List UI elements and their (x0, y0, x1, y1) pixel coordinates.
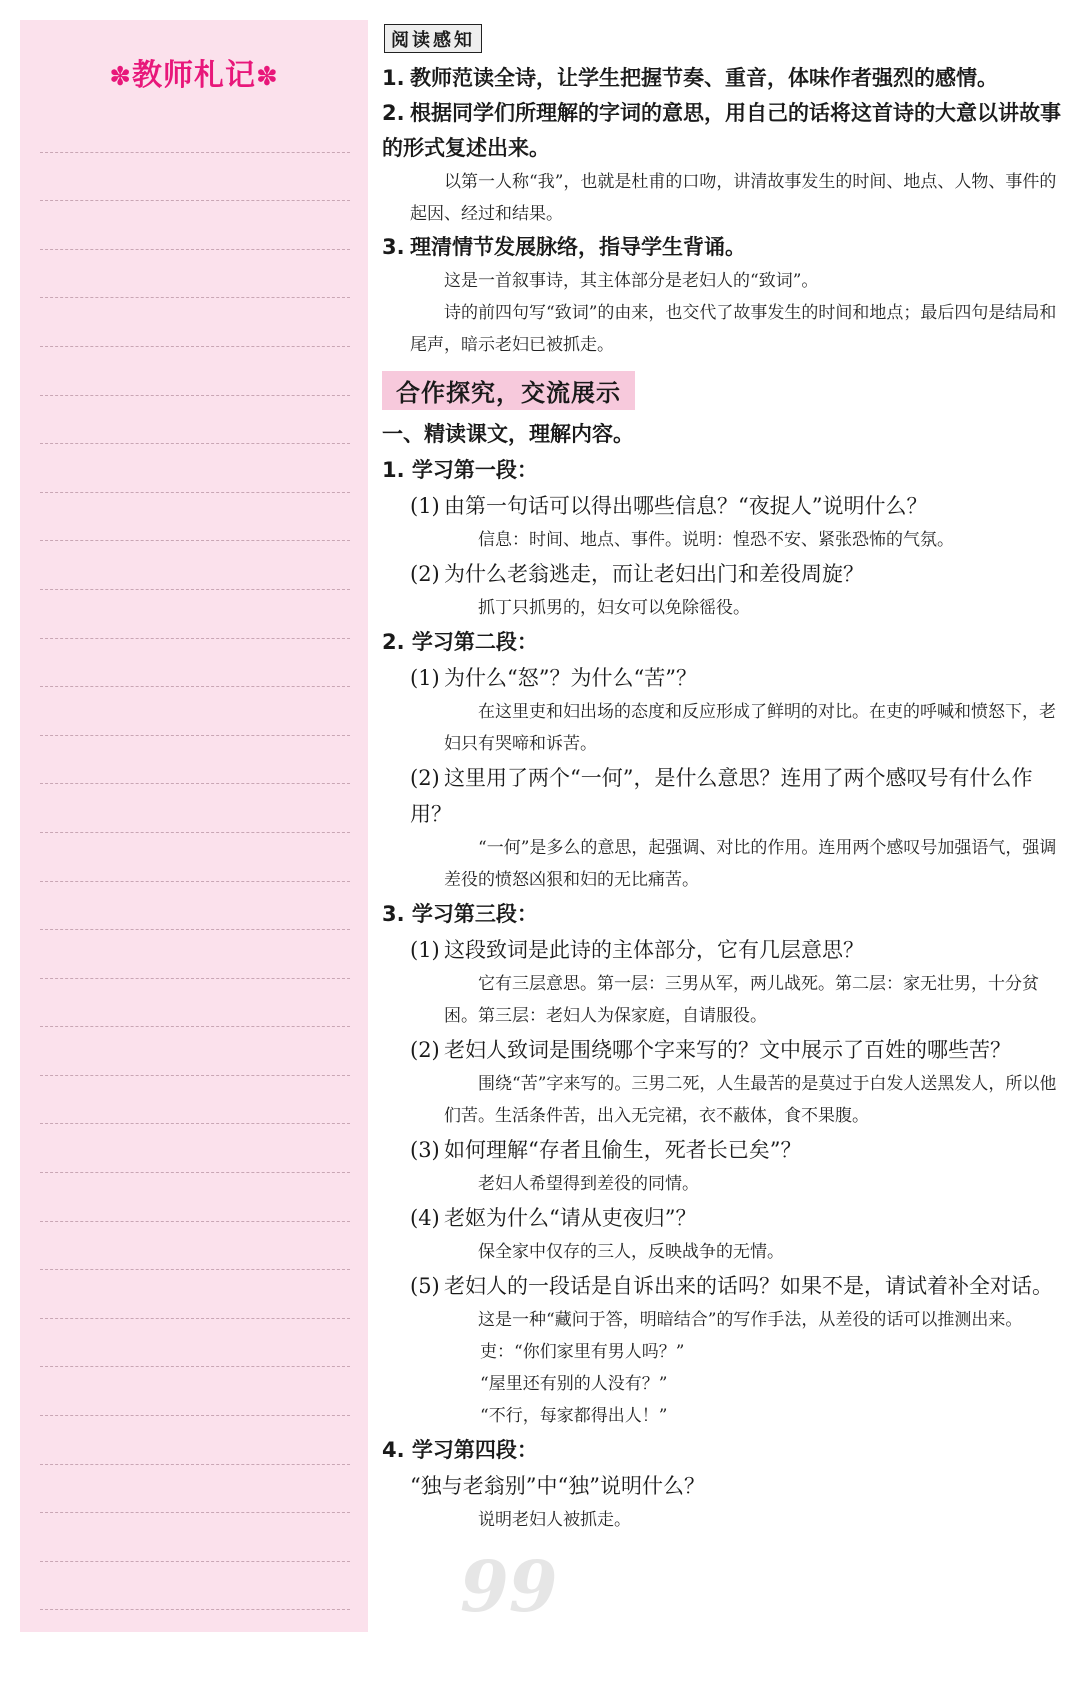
reading-item-number: 1. (382, 66, 405, 90)
question (382, 556, 1062, 592)
answer-text: 它有三层意思。第一层：三男从军，两儿战死。第二层：家无壮男，十分贫困。第三层：老妇人为保家庭，自请服役。 (444, 974, 1039, 1026)
answer-text: 老妇人希望得到差役的同情。 (478, 1174, 699, 1194)
flower-icon: ✽ (109, 62, 132, 92)
note-line (40, 1319, 350, 1368)
note-line (40, 1416, 350, 1465)
flower-icon: ✽ (256, 62, 279, 92)
reading-item-text: 教师范读全诗，让学生把握节奏、重音，体味作者强烈的感情。 (410, 66, 998, 90)
question-number: (2) (410, 766, 440, 790)
teacher-notes-panel (20, 20, 368, 1632)
question-text: 为什么“怒”？为什么“苦”？ (444, 666, 697, 690)
main-content (382, 24, 1062, 1536)
question (382, 932, 1062, 968)
question-text: “独与老翁别”中“独”说明什么？ (410, 1474, 705, 1498)
note-line (40, 201, 350, 250)
reading-item-text: 理清情节发展脉络，指导学生背诵。 (410, 235, 746, 259)
study-section-number: 3. (382, 902, 405, 926)
note-line (40, 979, 350, 1028)
question-number: (2) (410, 562, 440, 586)
note-line (40, 1367, 350, 1416)
note-line (40, 396, 350, 445)
question-text: 老妇人致词是围绕哪个字来写的？文中展示了百姓的哪些苦？ (444, 1038, 1011, 1062)
note-line (40, 590, 350, 639)
note-line (40, 736, 350, 785)
question-text: 为什么老翁逃走，而让老妇出门和差役周旋？ (444, 562, 864, 586)
note-line (40, 104, 350, 153)
question-number: (3) (410, 1138, 440, 1162)
reading-item (382, 230, 1062, 265)
answer-text: 信息：时间、地点、事件。说明：惶恐不安、紧张恐怖的气氛。 (478, 530, 954, 550)
question (382, 1468, 1062, 1504)
question-number: (4) (410, 1206, 440, 1230)
note-line (40, 784, 350, 833)
reading-item-number: 3. (382, 235, 405, 259)
answer-text: 说明老妇人被抓走。 (478, 1510, 631, 1530)
study-section-title: 学习第四段： (411, 1438, 538, 1462)
study-section-title: 学习第二段： (411, 630, 538, 654)
study-section-heading (382, 624, 1062, 660)
answer-text: 围绕“苦”字来写的。三男二死，人生最苦的是莫过于白发人送黑发人，所以他们苦。生活条件苦，出入无完裙，衣不蔽体，食不果腹。 (444, 1074, 1057, 1126)
answer-text: 抓丁只抓男的，妇女可以免除徭役。 (478, 598, 750, 618)
note-line (40, 687, 350, 736)
question-number: (1) (410, 938, 440, 962)
question-text: 这段致词是此诗的主体部分，它有几层意思？ (444, 938, 864, 962)
answer-text: 保全家中仅存的三人，反映战争的无情。 (478, 1242, 784, 1262)
question-number: (1) (410, 494, 440, 518)
reading-item-text: 根据同学们所理解的字词的意思，用自己的话将这首诗的大意以讲故事的形式复述出来。 (382, 101, 1061, 160)
question-text: 由第一句话可以得出哪些信息？“夜捉人”说明什么？ (444, 494, 928, 518)
note-line (40, 298, 350, 347)
dialog-line: “不行，每家都得出人！” (480, 1406, 668, 1426)
answer-text: 在这里吏和妇出场的态度和反应形成了鲜明的对比。在吏的呼喊和愤怒下，老妇只有哭啼和诉苦。 (444, 702, 1056, 754)
reading-tag: 阅读感知 (384, 24, 482, 53)
question-text: 如何理解“存者且偷生，死者长已矣”？ (444, 1138, 802, 1162)
note-line (40, 1562, 350, 1611)
question-number: (5) (410, 1274, 440, 1298)
question (382, 488, 1062, 524)
reading-item (382, 96, 1062, 166)
note-line (40, 347, 350, 396)
teacher-notes-title-text: 教师札记 (132, 58, 256, 93)
study-section-number: 4. (382, 1438, 405, 1462)
note-line (40, 930, 350, 979)
note-line (40, 541, 350, 590)
note-line (40, 250, 350, 299)
note-line (40, 1076, 350, 1125)
reading-item (382, 61, 1062, 96)
question (382, 760, 1062, 832)
study-section-title: 学习第三段： (411, 902, 538, 926)
question-text: 老妪为什么“请从吏夜归”？ (444, 1206, 697, 1230)
answer-text: 以第一人称“我”，也就是杜甫的口吻，讲清故事发生的时间、地点、人物、事件的起因、经过和结果。 (410, 172, 1057, 224)
study-section-heading (382, 1432, 1062, 1468)
question (382, 1268, 1062, 1304)
reading-list (382, 61, 1062, 361)
study-section-number: 1. (382, 458, 405, 482)
question-number: (2) (410, 1038, 440, 1062)
answer-text: 诗的前四句写“致词”的由来，也交代了故事发生的时间和地点；最后四句是结局和尾声，暗示老妇已被抓走。 (410, 303, 1057, 355)
dialog-line: “屋里还有别的人没有？” (480, 1374, 668, 1394)
study-section-title: 学习第一段： (411, 458, 538, 482)
note-line (40, 1465, 350, 1514)
note-lines (40, 104, 350, 1610)
study-section-heading (382, 896, 1062, 932)
part-title: 一、精读课文，理解内容。 (382, 422, 634, 446)
note-line (40, 833, 350, 882)
note-line (40, 493, 350, 542)
note-line (40, 1173, 350, 1222)
question (382, 1200, 1062, 1236)
question-text: 这里用了两个“一何”，是什么意思？连用了两个感叹号有什么作用？ (410, 766, 1033, 826)
section-title: 合作探究，交流展示 (382, 371, 635, 410)
note-line (40, 153, 350, 202)
note-line (40, 1124, 350, 1173)
study-section-number: 2. (382, 630, 405, 654)
study-section-heading (382, 452, 1062, 488)
note-line (40, 639, 350, 688)
note-line (40, 1222, 350, 1271)
answer-text: 这是一首叙事诗，其主体部分是老妇人的“致词”。 (444, 271, 819, 291)
reading-item-number: 2. (382, 101, 405, 125)
note-line (40, 882, 350, 931)
teacher-notes-title (20, 50, 368, 94)
dialog-line: 吏：“你们家里有男人吗？” (480, 1342, 685, 1362)
answer-text: 这是一种“藏问于答，明暗结合”的写作手法，从差役的话可以推测出来。 (478, 1310, 1023, 1330)
note-line (40, 1027, 350, 1076)
answer-text: “一何”是多么的意思，起强调、对比的作用。连用两个感叹号加强语气，强调差役的愤怒凶狠和妇的无比痛苦。 (444, 838, 1057, 890)
note-line (40, 1513, 350, 1562)
note-line (40, 444, 350, 493)
question-text: 老妇人的一段话是自诉出来的话吗？如果不是，请试着补全对话。 (444, 1274, 1053, 1298)
question (382, 1132, 1062, 1168)
page-number: 99 (460, 1545, 558, 1628)
question (382, 660, 1062, 696)
question (382, 1032, 1062, 1068)
question-number: (1) (410, 666, 440, 690)
study-list (382, 452, 1062, 1536)
note-line (40, 1270, 350, 1319)
